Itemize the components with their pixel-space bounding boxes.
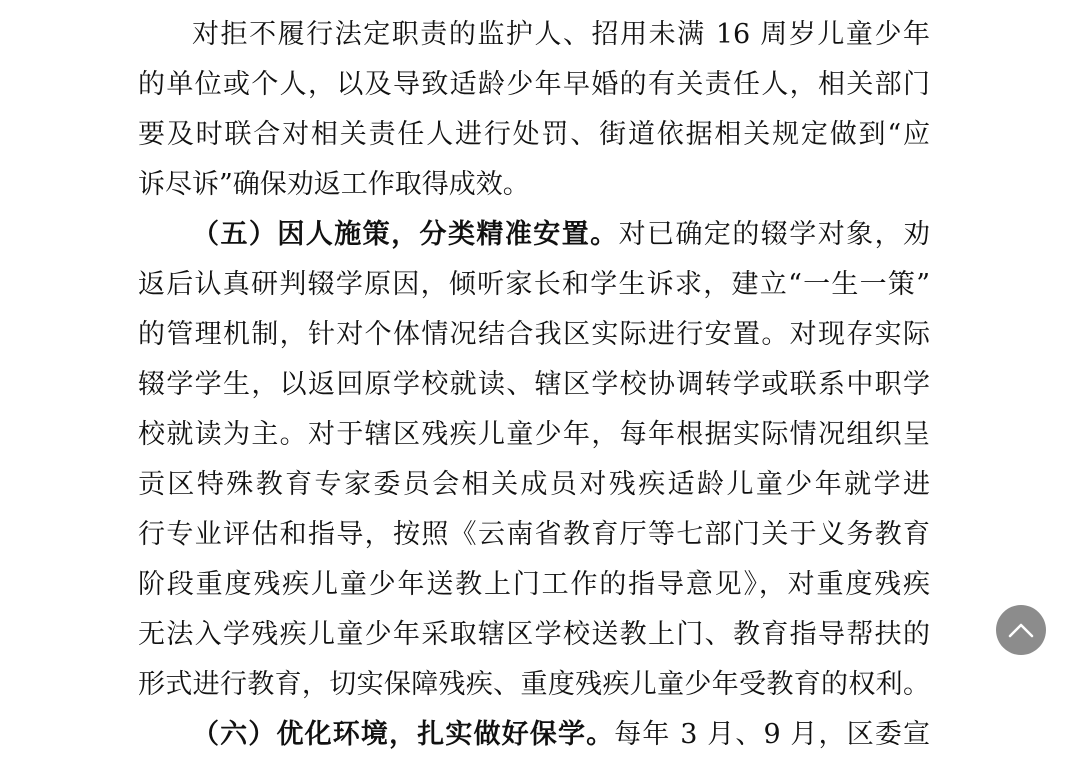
section-heading: （五）因人施策，分类精准安置。 <box>192 219 619 250</box>
text-line-content: 对已确定的辍学对象，劝 <box>618 219 930 250</box>
section-heading: （六）优化环境，扎实做好保学。 <box>192 719 615 750</box>
text-line: 无法入学残疾儿童少年采取辖区学校送教上门、教育指导帮扶的 <box>138 619 930 650</box>
text-line: 贡区特殊教育专家委员会相关成员对残疾适龄儿童少年就学进 <box>138 469 930 500</box>
paragraph <box>138 210 930 710</box>
text-line: 诉尽诉”确保劝返工作取得成效。 <box>138 169 530 200</box>
text-line: 要及时联合对相关责任人进行处罚、街道依据相关规定做到“应 <box>138 119 930 150</box>
text-line: 辍学学生，以返回原学校就读、辖区学校协调转学或联系中职学 <box>138 369 930 400</box>
text-line: 的管理机制，针对个体情况结合我区实际进行安置。对现存实际 <box>138 319 930 350</box>
paragraph <box>138 710 930 760</box>
text-line <box>138 710 930 760</box>
text-line: 对拒不履行法定职责的监护人、招用未满 16 周岁儿童少年 <box>192 19 930 50</box>
back-to-top-button[interactable] <box>996 605 1046 655</box>
text-line: 的单位或个人，以及导致适龄少年早婚的有关责任人，相关部门 <box>138 69 930 100</box>
text-line: 行专业评估和指导，按照《云南省教育厅等七部门关于义务教育 <box>138 519 930 550</box>
text-line-content: 每年 3 月、9 月，区委宣 <box>614 719 930 750</box>
paragraph <box>138 10 930 210</box>
text-line <box>138 210 930 260</box>
text-line: 返后认真研判辍学原因，倾听家长和学生诉求，建立“一生一策” <box>138 269 930 300</box>
text-line: 阶段重度残疾儿童少年送教上门工作的指导意见》，对重度残疾 <box>138 569 930 600</box>
text-line: 形式进行教育，切实保障残疾、重度残疾儿童少年受教育的权利。 <box>138 669 930 700</box>
text-line: 校就读为主。对于辖区残疾儿童少年，每年根据实际情况组织呈 <box>138 419 930 450</box>
document-body <box>138 10 930 760</box>
chevron-up-icon <box>1008 622 1034 638</box>
